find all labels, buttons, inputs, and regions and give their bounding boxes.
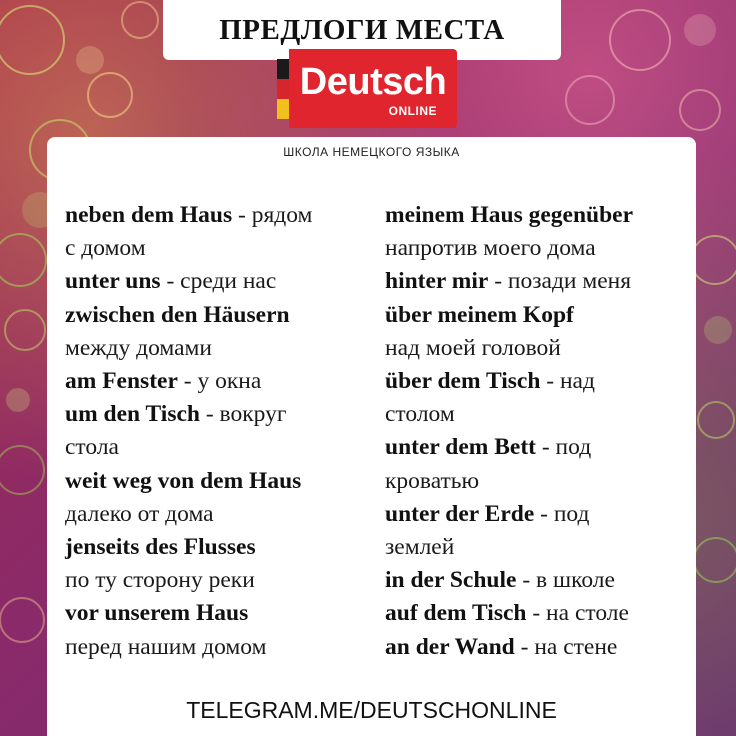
content-card: [47, 137, 696, 736]
phrase-line: [385, 265, 690, 298]
german-phrase: über meinem Kopf: [385, 301, 574, 328]
russian-translation: стола: [65, 434, 119, 461]
phrase-line: [385, 631, 690, 664]
telegram-link[interactable]: TELEGRAM.ME/DEUTSCHONLINE: [186, 697, 557, 723]
russian-translation: - среди нас: [160, 268, 277, 295]
page-title: ПРЕДЛОГИ МЕСТА: [219, 13, 505, 46]
russian-translation: - рядом: [232, 202, 313, 228]
russian-translation: с домом: [65, 235, 146, 262]
logo-word: Deutsch: [299, 61, 447, 103]
german-phrase: am Fenster: [65, 368, 178, 395]
phrase-line: [65, 398, 377, 431]
phrase-line: [385, 498, 690, 531]
russian-translation: - под: [535, 434, 592, 461]
german-phrase: unter uns: [65, 268, 161, 295]
russian-translation: далеко от дома: [65, 500, 214, 527]
russian-translation: напротив моего дома: [385, 235, 596, 262]
german-phrase: neben dem Haus: [65, 202, 233, 228]
german-flag-icon: [277, 59, 289, 119]
russian-translation: - позади меня: [488, 268, 632, 295]
russian-translation: - на стене: [514, 633, 618, 660]
german-phrase: auf dem Tisch: [385, 600, 527, 627]
phrase-line: [65, 431, 377, 464]
german-phrase: meinem Haus gegenüber: [385, 202, 634, 228]
right-column: [385, 199, 690, 664]
russian-translation: над моей головой: [385, 334, 561, 361]
german-phrase: um den Tisch: [65, 401, 200, 428]
phrase-line: [385, 365, 690, 398]
russian-translation: столом: [385, 401, 455, 428]
russian-translation: - у окна: [177, 368, 262, 395]
german-phrase: vor unserem Haus: [65, 600, 249, 627]
russian-translation: между домами: [65, 334, 212, 361]
phrase-line: [65, 332, 377, 365]
phrase-line: [385, 299, 690, 332]
german-phrase: in der Schule: [385, 567, 517, 594]
russian-translation: - в школе: [516, 567, 615, 594]
phrase-line: [385, 431, 690, 464]
russian-translation: кроватью: [385, 467, 480, 494]
phrase-line: [385, 398, 690, 431]
phrase-line: [65, 365, 377, 398]
german-phrase: über dem Tisch: [385, 368, 541, 395]
russian-translation: - под: [534, 500, 590, 527]
russian-translation: по ту сторону реки: [65, 567, 255, 594]
phrase-line: [385, 232, 690, 265]
phrase-line: [65, 199, 377, 232]
russian-translation: - на столе: [526, 600, 629, 627]
phrase-line: [385, 597, 690, 630]
logo-red-block: [289, 49, 457, 128]
logo-sub: ONLINE: [388, 104, 437, 118]
phrase-line: [65, 232, 377, 265]
german-phrase: jenseits des Flusses: [65, 534, 256, 561]
german-phrase: weit weg von dem Haus: [65, 467, 302, 494]
phrase-line: [385, 332, 690, 365]
phrase-line: [65, 299, 377, 332]
german-phrase: zwischen den Häusern: [65, 301, 290, 328]
phrase-line: [65, 265, 377, 298]
school-caption: ШКОЛА НЕМЕЦКОГО ЯЗЫКА: [283, 145, 460, 159]
russian-translation: - над: [540, 368, 595, 395]
phrase-line: [385, 564, 690, 597]
phrase-line: [385, 199, 690, 232]
phrase-line: [385, 465, 690, 498]
left-column: [65, 199, 377, 664]
phrase-line: [385, 531, 690, 564]
german-phrase: an der Wand: [385, 633, 515, 660]
deutsch-online-logo: [277, 45, 457, 128]
russian-translation: - вокруг: [199, 401, 287, 428]
phrase-line: [65, 631, 377, 664]
russian-translation: землей: [385, 534, 455, 561]
phrase-line: [65, 531, 377, 564]
phrase-line: [65, 498, 377, 531]
german-phrase: hinter mir: [385, 268, 489, 295]
german-phrase: unter der Erde: [385, 500, 535, 527]
russian-translation: перед нашим домом: [65, 633, 267, 660]
phrase-line: [65, 564, 377, 597]
phrase-line: [65, 597, 377, 630]
phrase-line: [65, 465, 377, 498]
german-phrase: unter dem Bett: [385, 434, 536, 461]
